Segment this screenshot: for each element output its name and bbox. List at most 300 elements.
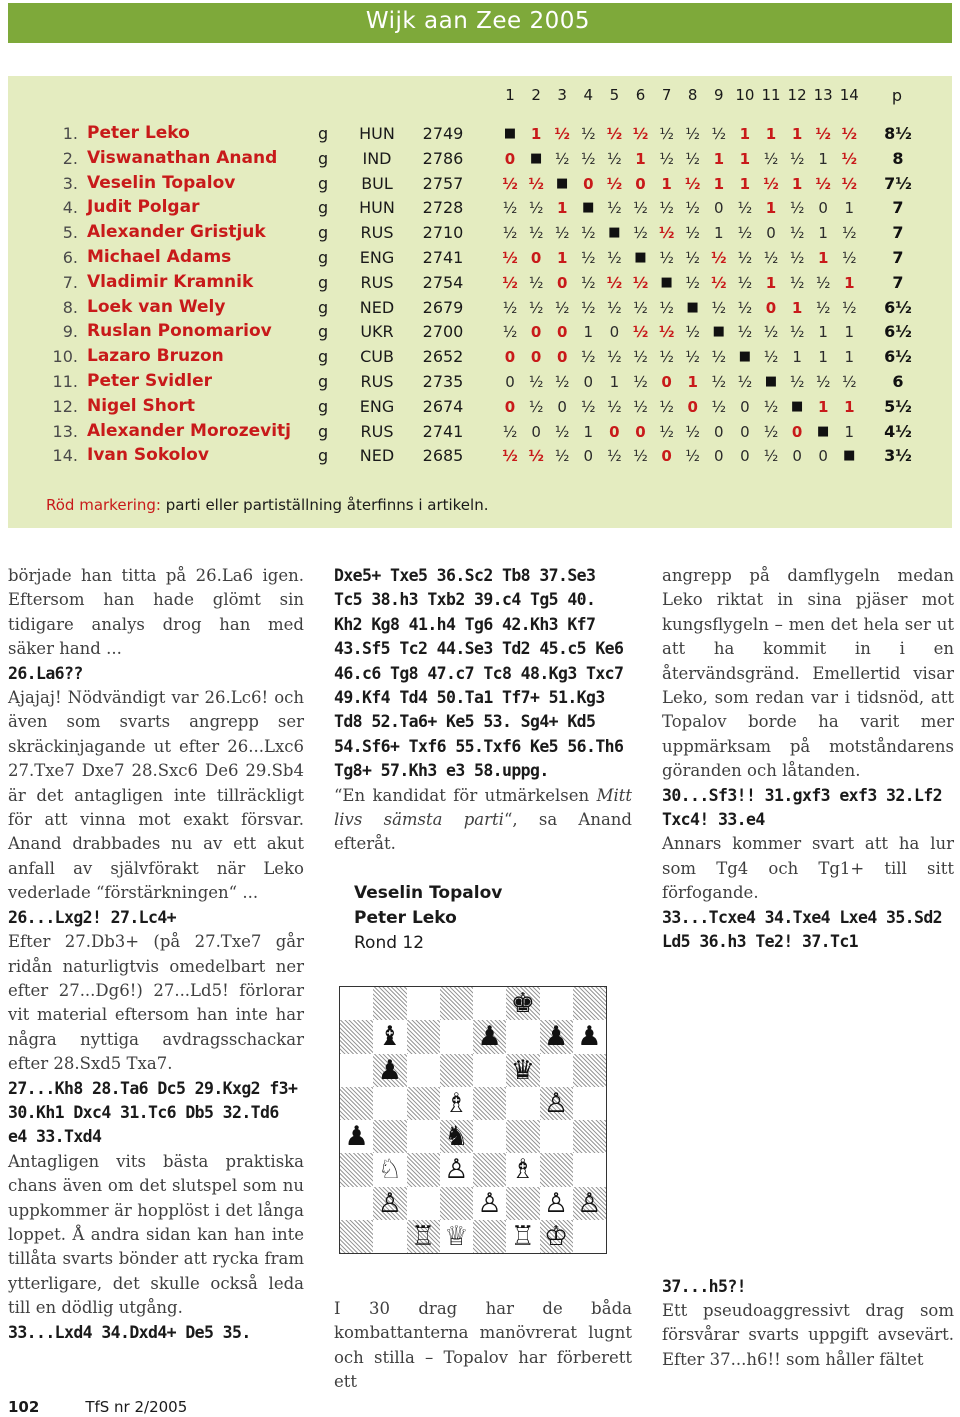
article-column-3: [662, 564, 954, 1372]
result-cell: 1: [713, 149, 725, 168]
player-country: UKR: [360, 322, 394, 342]
chess-piece-icon: ♝: [377, 1021, 402, 1053]
result-cell: 0: [530, 249, 542, 267]
total-points: 7: [892, 223, 904, 243]
square-a8: [340, 987, 373, 1020]
result-cell: 1: [714, 224, 724, 243]
result-cell: ½: [841, 174, 858, 193]
result-cell: ½: [554, 422, 570, 441]
self-cell: ■: [764, 374, 778, 389]
square-h8: [573, 987, 606, 1020]
square-e5: [473, 1087, 506, 1120]
player-row: [0, 196, 960, 220]
player-rating: 2700: [422, 322, 464, 342]
square-h5: [573, 1087, 606, 1120]
result-cell: ½: [606, 273, 623, 292]
result-cell: 0: [556, 348, 568, 367]
player-rating: 2741: [422, 248, 464, 267]
result-cell: ½: [659, 125, 674, 143]
result-cell: 1: [739, 125, 751, 143]
result-cell: ½: [502, 249, 518, 267]
square-a7: [340, 1020, 373, 1053]
square-f8: [506, 987, 539, 1020]
square-c5: [407, 1087, 440, 1120]
result-cell: ½: [685, 199, 700, 218]
rank-number: 1.: [62, 124, 78, 143]
square-c7: [407, 1020, 440, 1053]
self-cell: ■: [660, 274, 673, 290]
result-cell: 0: [740, 422, 750, 441]
result-cell: 0: [504, 149, 516, 168]
quote: [334, 784, 632, 857]
column-header: 10: [735, 86, 755, 104]
footer: [8, 1398, 187, 1416]
square-f3: [506, 1153, 539, 1186]
result-cell: ½: [502, 199, 518, 218]
result-cell: 1: [791, 125, 803, 143]
result-cell: 1: [765, 125, 777, 143]
rank-number: 14.: [52, 446, 78, 466]
result-cell: ½: [711, 125, 727, 143]
self-cell: ■: [790, 398, 804, 414]
total-points: 6: [892, 372, 904, 391]
result-cell: ½: [581, 125, 596, 143]
player-rating: 2652: [422, 347, 464, 367]
player-name: Nigel Short: [87, 395, 196, 416]
player-row: [0, 345, 960, 369]
chess-piece-icon: ♙: [544, 1187, 569, 1219]
result-cell: ½: [685, 224, 700, 243]
total-points: 7: [892, 248, 904, 267]
result-cell: ½: [815, 273, 831, 292]
result-cell: ½: [633, 447, 648, 466]
result-cell: 0: [583, 373, 594, 391]
player-row: [0, 147, 960, 171]
result-cell: 1: [739, 149, 751, 168]
player-rating: 2735: [422, 372, 464, 391]
square-f5: [506, 1087, 539, 1120]
result-cell: ½: [789, 323, 805, 342]
result-cell: ½: [633, 397, 648, 416]
result-cell: ½: [658, 224, 675, 243]
chess-piece-icon: ♙: [577, 1187, 602, 1219]
square-h4: [573, 1120, 606, 1153]
square-a5: [340, 1087, 373, 1120]
square-h2: [573, 1187, 606, 1220]
square-e8: [473, 987, 506, 1020]
move-line: 26...Lxg2! 27.Lc4+: [8, 907, 177, 927]
player-rating: 2685: [422, 446, 464, 466]
result-cell: ½: [659, 348, 674, 367]
result-cell: 0: [505, 373, 515, 391]
self-cell: ■: [738, 349, 752, 365]
result-cell: ½: [607, 397, 622, 416]
chess-piece-icon: ♔: [544, 1220, 569, 1252]
game-header: [334, 881, 632, 956]
result-cell: ½: [763, 174, 779, 193]
column-header: 11: [761, 86, 781, 104]
result-cell: ½: [554, 298, 570, 317]
total-points: 8½: [884, 124, 912, 143]
square-f6: [506, 1054, 539, 1087]
player-country: ENG: [359, 396, 395, 416]
result-cell: 0: [504, 397, 516, 416]
result-cell: ½: [502, 298, 518, 317]
player-row: [0, 221, 960, 245]
player-title: g: [318, 396, 329, 416]
result-cell: ½: [554, 373, 570, 391]
paragraph: Ett pseudoaggressivt drag som försvårar svarts uppgift avsevärt. Efter 37...h6!! som håller fältet: [662, 1300, 954, 1369]
result-cell: 0: [609, 323, 620, 342]
result-cell: ½: [763, 323, 779, 342]
article-column-1: [8, 564, 304, 1345]
column-header: 6: [635, 86, 646, 104]
result-cell: 1: [791, 298, 803, 317]
result-cell: 1: [791, 174, 803, 193]
result-cell: ½: [581, 249, 596, 267]
result-cell: 1: [687, 373, 698, 391]
chess-piece-icon: ♙: [544, 1087, 569, 1119]
player-rating: 2741: [422, 421, 464, 441]
player-row: [0, 246, 960, 270]
player-title: g: [318, 372, 329, 391]
chess-piece-icon: ♟: [377, 1054, 402, 1086]
chess-piece-icon: ♙: [444, 1154, 469, 1186]
result-cell: ½: [581, 224, 596, 243]
square-h7: [573, 1020, 606, 1053]
column-header: 2: [531, 86, 541, 104]
result-cell: ½: [606, 174, 623, 193]
player-rating: 2786: [422, 148, 464, 168]
self-cell: ■: [712, 324, 725, 340]
self-cell: ■: [686, 299, 699, 315]
total-points: 3½: [884, 446, 912, 466]
result-cell: ½: [685, 273, 700, 292]
square-e6: [473, 1054, 506, 1087]
result-cell: ½: [528, 224, 544, 243]
square-c4: [407, 1120, 440, 1153]
move-line: 27...Kh8 28.Ta6 Dc5 29.Kxg2 f3+ 30.Kh1 Dxc4 31.Tc6 Db5 32.Td6 e4 33.Txd4: [8, 1078, 298, 1147]
player-rating: 2749: [422, 124, 464, 143]
player-country: RUS: [360, 272, 394, 292]
square-b8: [373, 987, 406, 1020]
result-cell: ½: [711, 273, 727, 292]
result-cell: ½: [607, 149, 622, 168]
result-cell: ½: [842, 373, 857, 391]
result-cell: ½: [842, 249, 857, 267]
player-name: Alexander Gristjuk: [87, 222, 266, 243]
player-name: Peter Svidler: [87, 371, 213, 391]
result-cell: ½: [685, 348, 700, 367]
square-g3: [540, 1153, 573, 1186]
result-cell: ½: [633, 199, 648, 218]
chess-piece-icon: ♗: [444, 1087, 469, 1119]
player-name: Peter Leko: [87, 123, 190, 143]
result-cell: 0: [661, 373, 672, 391]
result-cell: 0: [583, 174, 594, 193]
result-cell: 1: [818, 149, 828, 168]
player-name: Ivan Sokolov: [87, 445, 209, 466]
total-points: 7½: [884, 173, 912, 193]
self-cell: ■: [634, 250, 647, 265]
result-cell: ½: [581, 149, 596, 168]
paragraph: Annars kommer svart att ha lur som Tg4 och Tg1+ till sitt förfogande.: [662, 834, 954, 903]
square-f4: [506, 1120, 539, 1153]
total-points: 8: [892, 148, 904, 168]
player-country: HUN: [359, 198, 395, 218]
result-cell: ½: [502, 174, 518, 193]
column-header: 1: [505, 86, 515, 104]
player-title: g: [318, 223, 329, 243]
result-cell: ½: [658, 323, 675, 342]
square-b3: [373, 1153, 406, 1186]
chess-piece-icon: ♟: [477, 1021, 502, 1053]
result-cell: ½: [842, 224, 857, 243]
result-cell: ½: [789, 199, 805, 218]
square-d2: [440, 1187, 473, 1220]
square-h3: [573, 1153, 606, 1186]
square-d5: [440, 1087, 473, 1120]
player-name: Alexander Morozevitj: [87, 420, 291, 441]
player-title: g: [318, 272, 329, 292]
result-cell: ½: [633, 373, 648, 391]
header-banner: [8, 3, 952, 43]
board-caption: I 30 drag har de båda kombattanterna manövrerat lugnt och stilla – Topalov har förberett ett: [334, 1299, 632, 1392]
result-cell: 1: [661, 174, 672, 193]
result-cell: ½: [684, 174, 701, 193]
chess-piece-icon: ♖: [510, 1220, 535, 1252]
chess-piece-icon: ♗: [510, 1154, 535, 1186]
quote-close: “, sa Anand efteråt.: [334, 810, 632, 854]
player-name: Veselin Topalov: [87, 172, 236, 193]
player-name: Lazaro Bruzon: [87, 346, 224, 367]
player-row: [0, 420, 960, 444]
result-cell: 1: [583, 323, 594, 342]
result-cell: 1: [844, 397, 855, 416]
result-cell: ½: [842, 298, 857, 317]
result-cell: ½: [763, 422, 779, 441]
column-header: 13: [813, 86, 833, 104]
result-cell: 0: [714, 422, 724, 441]
column-header: 12: [787, 86, 807, 104]
square-d7: [440, 1020, 473, 1053]
result-cell: ½: [607, 447, 622, 466]
total-points: 5½: [884, 396, 912, 416]
result-cell: ½: [633, 298, 648, 317]
chess-piece-icon: ♛: [510, 1054, 535, 1086]
result-cell: ½: [528, 199, 544, 218]
player-row: [0, 444, 960, 468]
game-white: Veselin Topalov: [354, 882, 503, 903]
column-header: 8: [687, 86, 698, 104]
result-cell: ½: [815, 298, 831, 317]
result-cell: ½: [659, 149, 674, 168]
result-cell: ½: [789, 224, 805, 243]
player-title: g: [318, 148, 329, 168]
column-header: 9: [714, 86, 724, 104]
result-cell: ½: [554, 447, 570, 466]
square-b7: [373, 1020, 406, 1053]
player-country: BUL: [361, 173, 393, 193]
self-cell: ■: [529, 150, 543, 166]
square-c3: [407, 1153, 440, 1186]
result-cell: ½: [659, 298, 674, 317]
square-e3: [473, 1153, 506, 1186]
column-header: 4: [583, 86, 594, 104]
square-e7: [473, 1020, 506, 1053]
result-cell: ½: [685, 125, 700, 143]
player-row: [0, 320, 960, 344]
result-cell: ½: [554, 224, 570, 243]
player-country: RUS: [360, 421, 394, 441]
total-points: 6½: [884, 297, 912, 317]
quote-open: “En kandidat för utmärkelsen: [334, 785, 597, 805]
player-title: g: [318, 198, 329, 218]
page-title: Wijk aan Zee 2005: [365, 8, 590, 34]
result-cell: 0: [818, 447, 828, 466]
result-cell: 1: [844, 199, 855, 218]
result-cell: ½: [763, 397, 779, 416]
player-rating: 2674: [422, 396, 464, 416]
result-cell: 0: [818, 199, 828, 218]
chess-piece-icon: ♟: [577, 1021, 602, 1053]
result-cell: ½: [685, 149, 700, 168]
result-cell: 1: [765, 273, 777, 292]
square-c1: [407, 1220, 440, 1253]
result-cell: 0: [687, 397, 698, 416]
self-cell: ■: [556, 175, 569, 191]
result-cell: 0: [791, 422, 803, 441]
player-rating: 2754: [422, 272, 464, 292]
rank-number: 2.: [62, 148, 78, 168]
rank-number: 10.: [52, 347, 78, 367]
player-country: IND: [362, 148, 392, 168]
points-header: p: [891, 86, 903, 105]
game-round: Rond 12: [354, 932, 425, 953]
result-cell: 1: [817, 249, 829, 267]
square-a2: [340, 1187, 373, 1220]
result-cell: ½: [685, 249, 700, 267]
result-cell: ½: [685, 447, 700, 466]
square-d8: [440, 987, 473, 1020]
result-cell: 0: [556, 273, 568, 292]
rank-number: 9.: [62, 322, 78, 342]
square-d3: [440, 1153, 473, 1186]
player-country: ENG: [359, 248, 395, 267]
player-title: g: [318, 173, 329, 193]
square-b1: [373, 1220, 406, 1253]
result-cell: ½: [554, 149, 570, 168]
chess-piece-icon: ♞: [444, 1121, 469, 1153]
square-h1: [573, 1220, 606, 1253]
move-line: 33...Tcxe4 34.Txe4 Lxe4 35.Sd2 Ld5 36.h3 Te2! 37.Tc1: [662, 907, 943, 952]
result-cell: 1: [556, 249, 568, 267]
player-name: Michael Adams: [87, 247, 232, 267]
result-cell: 0: [740, 447, 750, 466]
result-cell: ½: [502, 422, 518, 441]
result-cell: ½: [528, 373, 544, 391]
result-cell: 1: [792, 348, 802, 367]
result-cell: ½: [632, 323, 649, 342]
paragraph: Efter 27.Db3+ (på 27.Txe7 går ridån naturligtvis omedelbart ner efter 27...Dg6!) 27...Ld5! förlorar vit material eftersom han inte har några nyttiga avdragsschackar efter 28.Sxd5 Txa7.: [8, 932, 304, 1074]
rank-number: 3.: [62, 173, 78, 193]
game-black: Peter Leko: [354, 907, 457, 928]
player-country: HUN: [359, 124, 395, 143]
result-cell: ½: [789, 249, 805, 267]
result-cell: ½: [763, 149, 779, 168]
article-column-2: [334, 564, 632, 956]
square-g4: [540, 1120, 573, 1153]
result-cell: 1: [713, 174, 725, 193]
square-b6: [373, 1054, 406, 1087]
result-cell: ½: [789, 273, 805, 292]
column-header: 14: [839, 86, 859, 104]
paragraph: Ajajaj! Nödvändigt var 26.Lc6! och även som svarts angrepp ser skräckinjagande ut efter 26...Lxc6 27.Txe7 Dxe7 28.Sxc6 De6 29.Sb4 är det antagligen inte tillräckligt för att vinna mot exakt försvar. Anand drabbades nu av ett akut anfall av självförakt när Leko vederlade “förstärkningen“ ...: [8, 688, 304, 903]
result-cell: 0: [766, 224, 776, 243]
square-g6: [540, 1054, 573, 1087]
result-cell: 0: [740, 397, 750, 416]
chess-piece-icon: ♟: [544, 1021, 569, 1053]
result-cell: ½: [659, 397, 674, 416]
rank-number: 7.: [62, 272, 78, 292]
column-header: 3: [557, 86, 567, 104]
square-g2: [540, 1187, 573, 1220]
result-cell: ½: [737, 273, 753, 292]
result-cell: 0: [792, 447, 802, 466]
self-cell: ■: [608, 225, 621, 241]
player-row: [0, 271, 960, 295]
square-c8: [407, 987, 440, 1020]
square-b4: [373, 1120, 406, 1153]
result-cell: ½: [841, 149, 858, 168]
column-header: 5: [609, 86, 620, 104]
result-cell: ½: [528, 298, 544, 317]
rank-number: 13.: [52, 421, 78, 441]
square-d6: [440, 1054, 473, 1087]
square-e4: [473, 1120, 506, 1153]
result-cell: ½: [737, 323, 753, 342]
result-cell: ½: [763, 348, 779, 367]
square-g8: [540, 987, 573, 1020]
chess-piece-icon: ♙: [377, 1187, 402, 1219]
player-title: g: [318, 124, 329, 143]
result-cell: 1: [818, 224, 828, 243]
result-cell: 1: [530, 125, 542, 143]
result-cell: ½: [502, 224, 518, 243]
result-cell: ½: [763, 249, 779, 267]
player-name: Loek van Wely: [87, 296, 226, 317]
result-cell: ½: [659, 249, 674, 267]
self-cell: ■: [582, 200, 595, 216]
move-list: Dxe5+ Txe5 36.Sc2 Tb8 37.Se3 Tc5 38.h3 Txb2 39.c4 Tg5 40. Kh2 Kg8 41.h4 Tg6 42.Kh3 Kf7 43.Sf5 Tc2 44.Se3 Td2 45.c5 Ke6 46.c6 Tg8 47.c7 Tc8 48.Kg3 Txc7 49.Kf4 Td4 50.Ta1 Tf7+ 51.Kg3 Td8 52.Ta6+ Ke5 53. Sg4+ Kd5 54.Sf6+ Txf6 55.Txf6 Ke5 56.Th6 Tg8+ 57.Kh3 e3 58.uppg.: [334, 566, 624, 781]
result-cell: ½: [528, 397, 544, 416]
player-country: RUS: [360, 223, 394, 243]
square-f1: [506, 1220, 539, 1253]
chess-piece-icon: ♘: [377, 1154, 402, 1186]
paragraph: började han titta på 26.La6 igen. Eftersom han hade glömt sin tidigare analys drog han med säker hand ...: [8, 566, 304, 659]
move-line: 37...h5?!: [662, 1276, 747, 1296]
result-cell: ½: [581, 348, 596, 367]
player-name: Ruslan Ponomariov: [87, 321, 272, 342]
player-rating: 2728: [422, 198, 464, 218]
result-cell: ½: [607, 348, 622, 367]
result-cell: ½: [737, 298, 753, 317]
result-cell: ½: [737, 373, 753, 391]
result-cell: ½: [632, 273, 649, 292]
player-row: [0, 122, 960, 146]
result-cell: 0: [583, 447, 594, 466]
result-cell: ½: [528, 273, 544, 292]
